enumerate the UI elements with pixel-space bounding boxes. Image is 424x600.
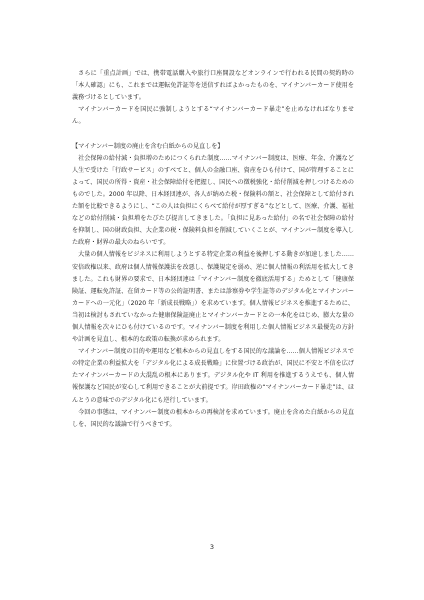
page-number: 3 <box>209 543 215 551</box>
paragraph-gap <box>72 128 354 140</box>
section-heading: 【マイナンバー制度の廃止を含む白紙からの見直しを】 <box>72 142 224 150</box>
paragraph-national-discussion: マイナンバー制度の目的や運用など根本からの見直しをする国民的な議論を……個人情報ビジネスでの特定企業の利益拡大を「デジタル化による成長戦略」に位置づける政治が、国民に不安と不信を広げたマイナンバーカードの大混乱の根本にあります。デジタル化や IT 利用を推進するうえでも、個人情報保護など国民が安心して利用できることが大前提です。岸田政権の“マイナンバーカード暴走”は、ほんとうの意味でのデジタル化にも逆行しています。 <box>72 348 354 404</box>
paragraph-social-security: 社会保障の給付減・負担増のためにつくられた制度……マイナンバー制度は、医療、年金、介護など人生で受けた「行政サービス」のすべてと、個人の金融口座、資産をひも付けて、国が管理することによって、国民の所得・資産・社会保障給付を把握し、国民への徴税強化・給付削減を押しつけるためのものでした。2000 年以降、日本経団連が、各人が納めた税・保険料の額と、社会保障として給付された額を比較できるようにし、“この人は負担にくらべて給付が厚すぎる”などとして、医療、介護、福祉などの給付削減・負担増をたびたび提言してきました。「負担に見あった給付」の名で社会保障の給付を抑制し、国の財政負担、大企業の税・保険料負担を削減していくことが、マイナンバー制度を導入した政府・財界の最大のねらいです。 <box>72 154 354 247</box>
paragraph-conclusion: 今回の事態は、マイナンバー制度の根本からの再検討を求めています。廃止を含めた白紙からの見直しを、国民的な議論で行うべきです。 <box>72 408 354 428</box>
paragraph-priority-plan: さらに「重点計画」では、携帯電話購入や旅行口座開設などオンラインで行われる民間の契約時の「本人確認」にも、これまでは運転免許証等を送信すればよかったものを、マイナンバーカード使用を義務づけるとしています。 <box>72 70 354 102</box>
paragraph-personal-data-business: 大量の個人情報をビジネスに利用しようとする特定企業の利益を後押しする動きが加速しました……安倍政権以来、政府は個人情報保護法を改悪し、保護規定を弱め、逆に個人情報の利活用を拡大してきました。これも財界の要求で、日本経団連は「マイナンバー制度を徹底活用する」ためとして「健康保険証、運転免許証、在留カード等の公的証明書、または診察券や学生証等のデジタル化とマイナンバーカードへの一元化」（2020 年「新成長戦略」）を求めています。個人情報ビジネスを推進するために、当初は検討もされていなかった健康保険証廃止とマイナンバーカードとの一本化をはじめ、膨大な量の個人情報を次々にひも付けているのです。マイナンバー制度を利用した個人情報ビジネス最優先の方針や計画を見直し、根本的な政策の転換が求められます。 <box>72 251 354 344</box>
paragraph-stop-card-runaway: マイナンバーカードを国民に強制しようとする“マイナンバーカード暴走”を止めなければなりません。 <box>72 106 354 126</box>
document-body <box>72 68 354 431</box>
